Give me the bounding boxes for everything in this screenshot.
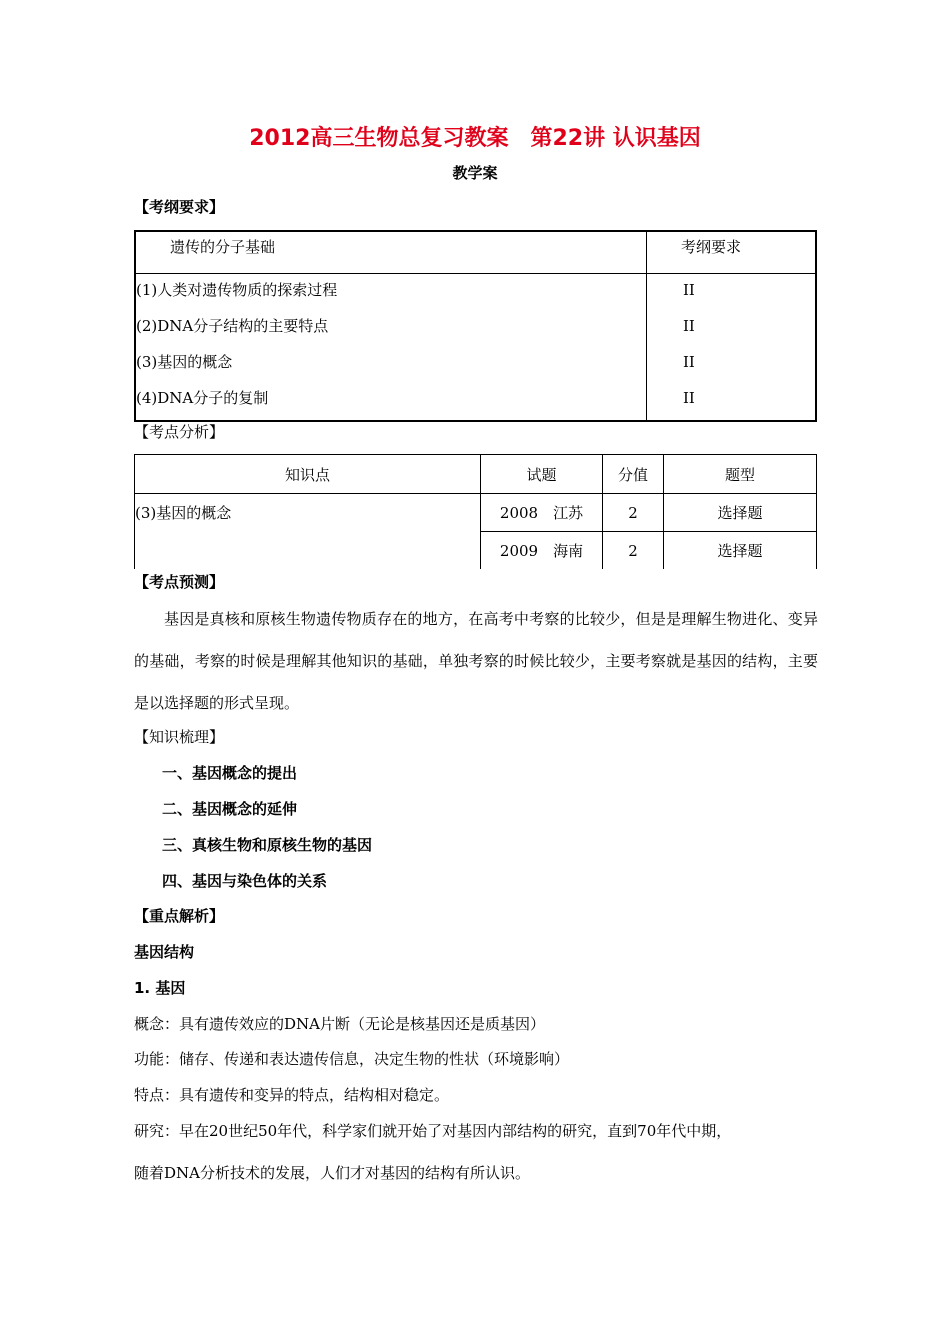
syllabus-item: (2)DNA分子结构的主要特点 — [136, 317, 329, 335]
forecast-paragraph: 基因是真核和原核生物遗传物质存在的地方，在高考中考察的比较少，但是是理解生物进化、变异的基础，考察的时候是理解其他知识的基础，单独考察的时候比较少，主要考察就是基因的结构，主要是以选择题的形式呈现。 — [134, 610, 818, 712]
analysis-type: 选择题 — [664, 532, 817, 570]
knowledge-item: 四、基因与染色体的关系 — [162, 872, 328, 890]
analysis-header-type: 题型 — [664, 455, 817, 494]
syllabus-header-level: 考纲要求 — [647, 231, 817, 274]
analysis-score: 2 — [603, 532, 664, 570]
analysis-header-point: 知识点 — [135, 455, 481, 494]
key-title: 基因结构 — [134, 943, 195, 961]
analysis-exam: 2009 海南 — [481, 532, 603, 570]
gene-concept-line: 概念：具有遗传效应的DNA片断（无论是核基因还是质基因） — [134, 1015, 545, 1033]
syllabus-level: II — [683, 353, 695, 371]
document-subtitle: 教学案 — [452, 164, 498, 182]
syllabus-item: (3)基因的概念 — [136, 353, 233, 371]
syllabus-items-cell — [135, 274, 647, 422]
section-forecast-header: 【考点预测】 — [134, 573, 225, 591]
knowledge-item: 一、基因概念的提出 — [162, 764, 298, 782]
gene-function-line: 功能：储存、传递和表达遗传信息，决定生物的性状（环境影响） — [134, 1050, 570, 1068]
syllabus-header-topic: 遗传的分子基础 — [135, 231, 647, 274]
analysis-header-exam: 试题 — [481, 455, 603, 494]
section-key-header: 【重点解析】 — [134, 907, 225, 925]
section-analysis-header: 【考点分析】 — [134, 423, 225, 441]
syllabus-item: (1)人类对遗传物质的探索过程 — [136, 281, 338, 299]
syllabus-level: II — [683, 317, 695, 335]
analysis-type: 选择题 — [664, 494, 817, 532]
gene-research-line-2: 随着DNA分析技术的发展，人们才对基因的结构有所认识。 — [134, 1164, 530, 1182]
analysis-exam: 2008 江苏 — [481, 494, 603, 532]
knowledge-item: 三、真核生物和原核生物的基因 — [162, 836, 373, 854]
section-knowledge-header: 【知识梳理】 — [134, 728, 225, 746]
syllabus-table — [134, 230, 817, 422]
analysis-header-score: 分值 — [603, 455, 664, 494]
analysis-knowledge-point: (3)基因的概念 — [135, 494, 481, 570]
document-title: 2012高三生物总复习教案 第22讲 认识基因 — [249, 126, 701, 151]
syllabus-item: (4)DNA分子的复制 — [136, 389, 269, 407]
syllabus-levels-cell — [647, 274, 817, 422]
section-syllabus-header: 【考纲要求】 — [134, 198, 225, 216]
knowledge-item: 二、基因概念的延伸 — [162, 800, 298, 818]
gene-heading: 1. 基因 — [134, 979, 186, 997]
gene-research-line: 研究：早在20世纪50年代，科学家们就开始了对基因内部结构的研究，直到70年代中期， — [134, 1122, 732, 1140]
analysis-table — [134, 454, 817, 569]
gene-feature-line: 特点：具有遗传和变异的特点，结构相对稳定。 — [134, 1086, 450, 1104]
syllabus-level: II — [683, 281, 695, 299]
syllabus-level: II — [683, 389, 695, 407]
analysis-score: 2 — [603, 494, 664, 532]
